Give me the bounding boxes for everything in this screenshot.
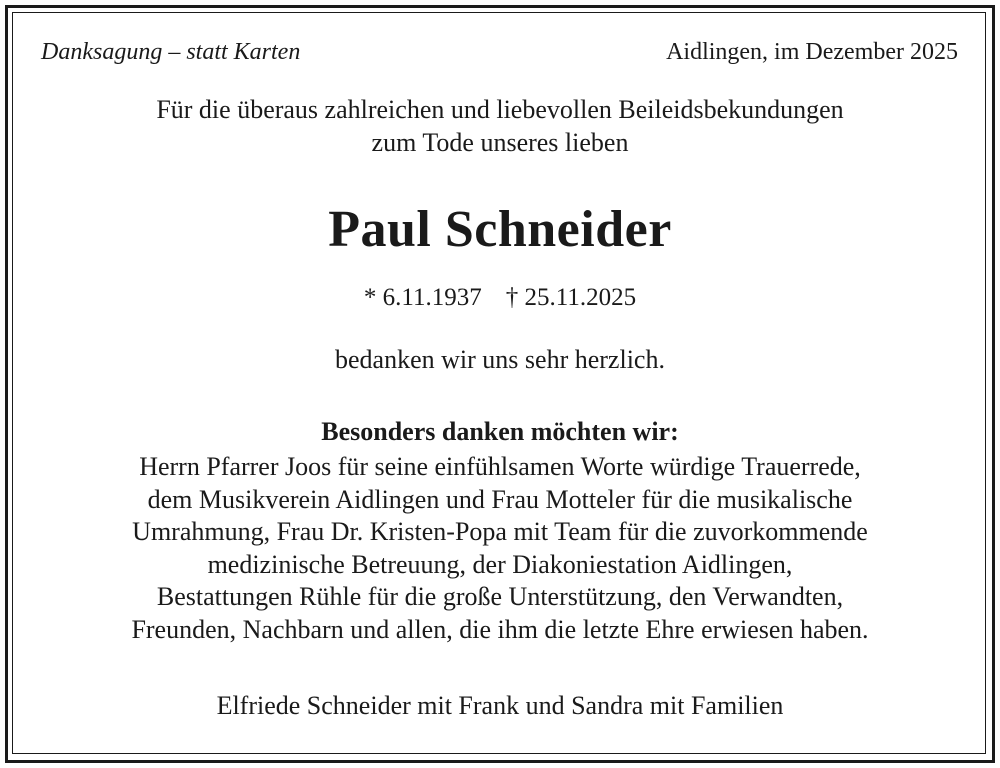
special-thanks-line: Bestattungen Rühle für die große Unterstützung, den Verwandten, [156, 582, 844, 611]
place-date: Aidlingen, im Dezember 2025 [666, 39, 958, 65]
life-dates [0, 283, 1000, 313]
special-thanks-text [0, 451, 1000, 646]
special-thanks-line: Freunden, Nachbarn und allen, die ihm die letzte Ehre erwiesen haben. [131, 614, 869, 644]
intro-line: zum Tode unseres lieben [371, 128, 629, 157]
thanks-text: bedanken wir uns sehr herzlich. [335, 345, 665, 374]
signature: Elfriede Schneider mit Frank und Sandra mit Familien [216, 691, 784, 720]
deceased-name: Paul Schneider [328, 201, 672, 258]
birth-date: * 6.11.1937 [363, 284, 482, 311]
intro-text [0, 93, 1000, 159]
special-thanks-heading: Besonders danken möchten wir: [321, 417, 679, 446]
death-date: † 25.11.2025 [505, 284, 637, 311]
special-thanks-line: Umrahmung, Frau Dr. Kristen-Popa mit Team für die zuvorkommende [132, 517, 868, 546]
intro-line: Für die überaus zahlreichen und liebevollen Beileidsbekundungen [156, 95, 844, 124]
special-thanks-line: Herrn Pfarrer Joos für seine einfühlsamen Worte würdige Trauerrede, [139, 452, 861, 481]
notice-type: Danksagung – statt Karten [41, 39, 301, 65]
special-thanks-line: dem Musikverein Aidlingen und Frau Motteler für die musikalische [147, 484, 853, 514]
special-thanks-line: medizinische Betreuung, der Diakoniestation Aidlingen, [207, 549, 793, 579]
